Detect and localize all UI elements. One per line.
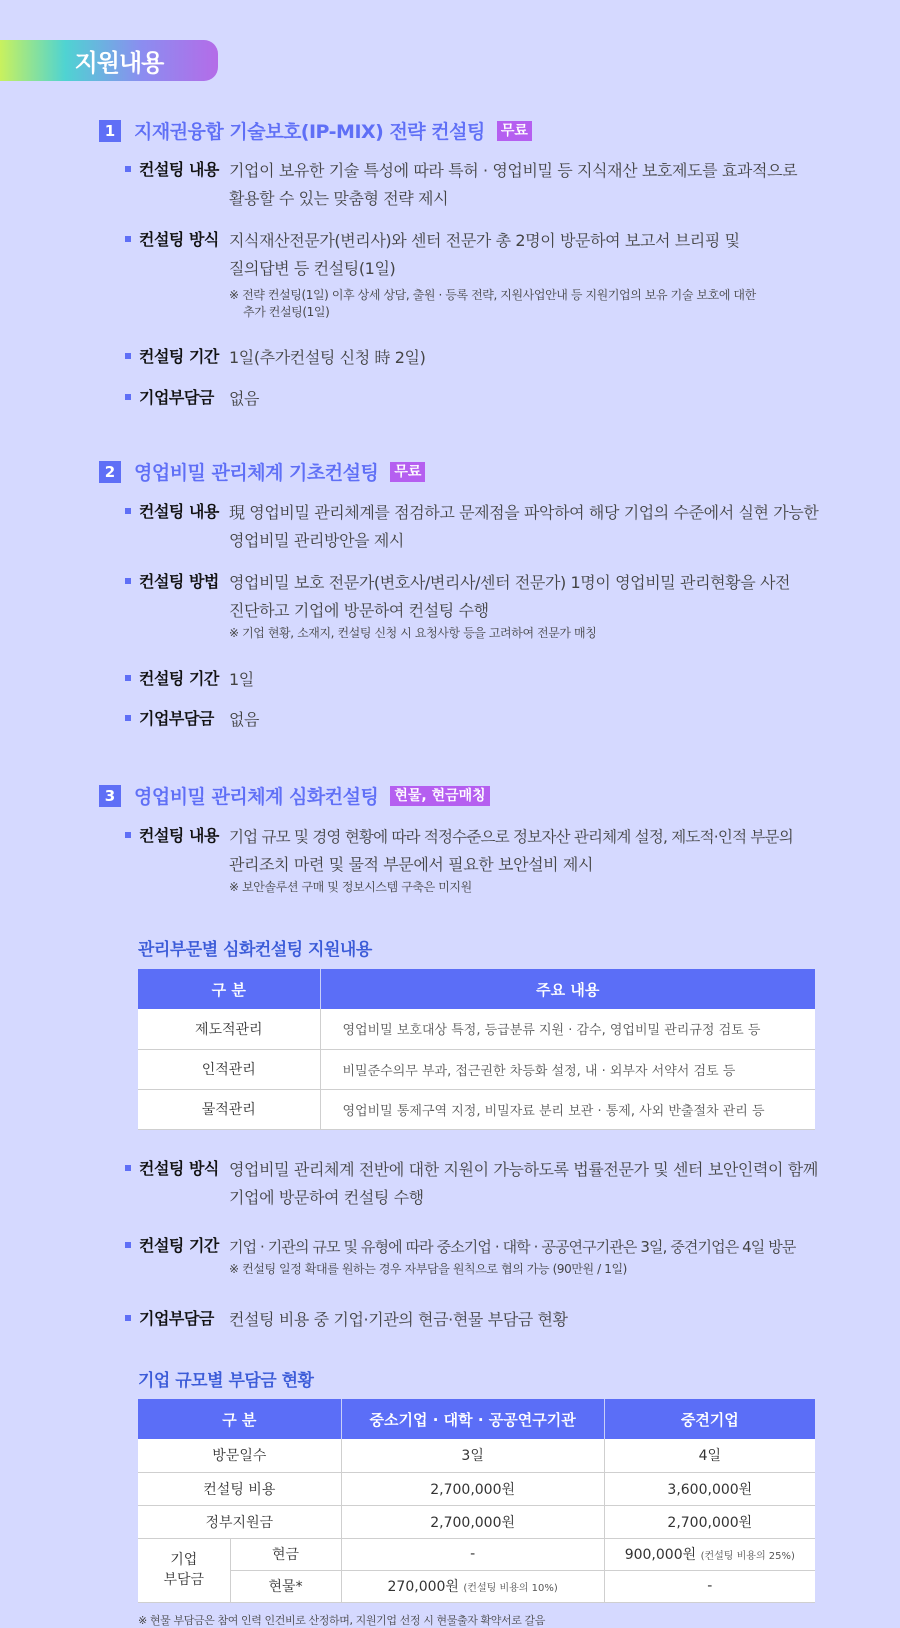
item-note: ※ 기업 현황, 소재지, 컨설팅 신청 시 요청사항 등을 고려하여 전문가 매칭 [229,626,597,640]
table-header: 중소기업 · 대학 · 공공연구기관 [341,1399,604,1439]
bullet-icon [125,394,131,400]
list-item [125,227,769,321]
bullet-icon [125,1242,131,1248]
list-item [125,385,259,413]
item-label: 컨설팅 방식 [139,230,219,249]
table-footnote: ※ 현물 부담금은 참여 인력 인건비로 산정하며, 지원기업 선정 시 현물출자 확약서로 갈음 [138,1614,545,1627]
table-cell: 제도적관리 [138,1009,320,1049]
list-item [125,823,793,896]
table-row [138,1089,815,1129]
item-text: 활용할 수 있는 맞춤형 전략 제시 [229,189,449,208]
table-row [138,1538,815,1570]
page-title-badge [0,40,218,81]
table-cell: 3,600,000원 [604,1472,815,1505]
table-cell: - [604,1570,815,1602]
item-note: ※ 컨설팅 일정 확대를 원하는 경우 자부담을 원칙으로 협의 가능 (90만원 / 1일) [229,1262,627,1276]
table-row [138,1439,815,1472]
section-2-heading [99,458,425,485]
item-text: 영업비밀 관리방안을 제시 [229,531,404,550]
table-cell [604,1538,815,1570]
item-text: 없음 [229,389,260,408]
item-note: ※ 전략 컨설팅(1일) 이후 상세 상담, 출원 · 등록 전략, 지원사업안내 등 지원기업의 보유 기술 보호에 대한 추가 컨설팅(1일) [229,288,756,319]
section-1-heading [99,117,532,144]
bullet-icon [125,1165,131,1171]
bullet-icon [125,166,131,172]
table-cell [341,1570,604,1602]
section-title: 영업비밀 관리체계 기초컨설팅 [134,462,379,484]
item-text: 지식재산전문가(변리사)와 센터 전문가 총 2명이 방문하여 보고서 브리핑 및 [229,231,740,250]
item-text: 기업이 보유한 기술 특성에 따라 특허 · 영업비밀 등 지식재산 보호제도를 효과적으로 [229,161,798,180]
bullet-icon [125,236,131,242]
table-cell: 2,700,000원 [604,1505,815,1538]
item-text: 컨설팅 비용 중 기업·기관의 현금·현물 부담금 현황 [229,1310,568,1329]
item-label: 컨설팅 방식 [139,1159,219,1178]
list-item [125,1306,568,1334]
table-cell: 영업비밀 통제구역 지정, 비밀자료 분리 보관 · 통제, 사외 반출절차 관리 등 [320,1089,815,1129]
cash-note: (컨설팅 비용의 25%) [700,1551,795,1562]
table-header: 구 분 [138,969,320,1009]
item-text: 관리조치 마련 및 물적 부문에서 필요한 보안설비 제시 [229,855,594,874]
item-label: 컨설팅 내용 [139,826,219,845]
table-row [138,1472,815,1505]
table-cell: 인적관리 [138,1049,320,1089]
table-cell: 방문일수 [138,1439,341,1472]
price-tag: 현물, 현금매칭 [390,786,489,806]
bullet-icon [125,508,131,514]
burden-label-cell [138,1538,230,1602]
table-cell: 컨설팅 비용 [138,1472,341,1505]
list-item [125,1156,818,1212]
bullet-icon [125,675,131,681]
item-label: 기업부담금 [139,709,214,728]
bullet-icon [125,353,131,359]
list-item [125,499,818,555]
item-label: 기업부담금 [139,1309,214,1328]
list-item [125,1233,795,1278]
table-2-title: 기업 규모별 부담금 현황 [138,1371,314,1391]
table-cell: 영업비밀 보호대상 특정, 등급분류 지원 · 감수, 영업비밀 관리규정 검토 등 [320,1009,815,1049]
table-row [138,1570,815,1602]
item-text: 기업 규모 및 경영 현황에 따라 적정수준으로 정보자산 관리체계 설정, 제도적·인적 부문의 [229,828,793,846]
item-text: 진단하고 기업에 방문하여 컨설팅 수행 [229,601,489,620]
item-label: 기업부담금 [139,388,214,407]
item-label: 컨설팅 기간 [139,669,219,688]
support-content-table [138,969,815,1130]
section-3-heading [99,782,490,809]
table-row [138,1505,815,1538]
table-cell: 현금 [230,1538,341,1570]
bullet-icon [125,832,131,838]
item-text: 없음 [229,710,260,729]
item-text: 1일 [229,670,254,689]
page-title: 지원내용 [74,49,164,77]
list-item [125,344,425,372]
item-text: 現 영업비밀 관리체계를 점검하고 문제점을 파악하여 해당 기업의 수준에서 실현 가능한 [229,503,819,522]
item-label: 컨설팅 기간 [139,1236,219,1255]
table-cell: - [341,1538,604,1570]
inkind-note: (컨설팅 비용의 10%) [463,1583,558,1594]
table-cell: 물적관리 [138,1089,320,1129]
item-label: 컨설팅 방법 [139,572,219,591]
bullet-icon [125,1315,131,1321]
table-cell: 정부지원금 [138,1505,341,1538]
section-number: 3 [99,785,121,807]
item-text: 질의답변 등 컨설팅(1일) [229,259,396,278]
inkind-value: 270,000원 [387,1579,459,1595]
section-title: 지재권융합 기술보호(IP-MIX) 전략 컨설팅 [134,121,485,143]
table-cell: 3일 [341,1439,604,1472]
burden-label: 부담금 [163,1572,205,1588]
list-item [125,157,797,213]
burden-table [138,1399,815,1603]
table-cell: 현물* [230,1570,341,1602]
section-title: 영업비밀 관리체계 심화컨설팅 [134,786,379,808]
table-cell: 비밀준수의무 부과, 접근권한 차등화 설정, 내 · 외부자 서약서 검토 등 [320,1049,815,1089]
section-number: 1 [99,120,121,142]
item-label: 컨설팅 내용 [139,160,219,179]
bullet-icon [125,578,131,584]
bullet-icon [125,715,131,721]
price-tag: 무료 [390,462,425,482]
item-text: 1일(추가컨설팅 신청 時 2일) [229,348,426,367]
table-1-title: 관리부문별 심화컨설팅 지원내용 [138,940,372,960]
table-row [138,1049,815,1089]
table-row [138,1009,815,1049]
list-item [125,569,790,642]
item-text: 영업비밀 보호 전문가(변호사/변리사/센터 전문가) 1명이 영업비밀 관리현황을 사전 [229,573,791,592]
cash-value: 900,000원 [624,1547,697,1563]
item-text: 영업비밀 관리체계 전반에 대한 지원이 가능하도록 법률전문가 및 센터 보안인력이 함께 [229,1160,818,1179]
item-label: 컨설팅 내용 [139,502,219,521]
item-text: 기업 · 기관의 규모 및 유형에 따라 중소기업 · 대학 · 공공연구기관은 3일, 중견기업은 4일 방문 [229,1238,796,1256]
item-note: ※ 보안솔루션 구매 및 정보시스템 구축은 미지원 [229,880,472,894]
table-cell: 4일 [604,1439,815,1472]
table-cell: 2,700,000원 [341,1472,604,1505]
item-label: 컨설팅 기간 [139,347,219,366]
item-text: 기업에 방문하여 컨설팅 수행 [229,1188,424,1207]
table-header: 구 분 [138,1399,341,1439]
price-tag: 무료 [497,121,532,141]
table-header: 주요 내용 [320,969,815,1009]
section-number: 2 [99,461,121,483]
table-header: 중견기업 [604,1399,815,1439]
table-cell: 2,700,000원 [341,1505,604,1538]
burden-label: 기업 [170,1552,198,1568]
list-item [125,666,254,694]
list-item [125,706,259,734]
